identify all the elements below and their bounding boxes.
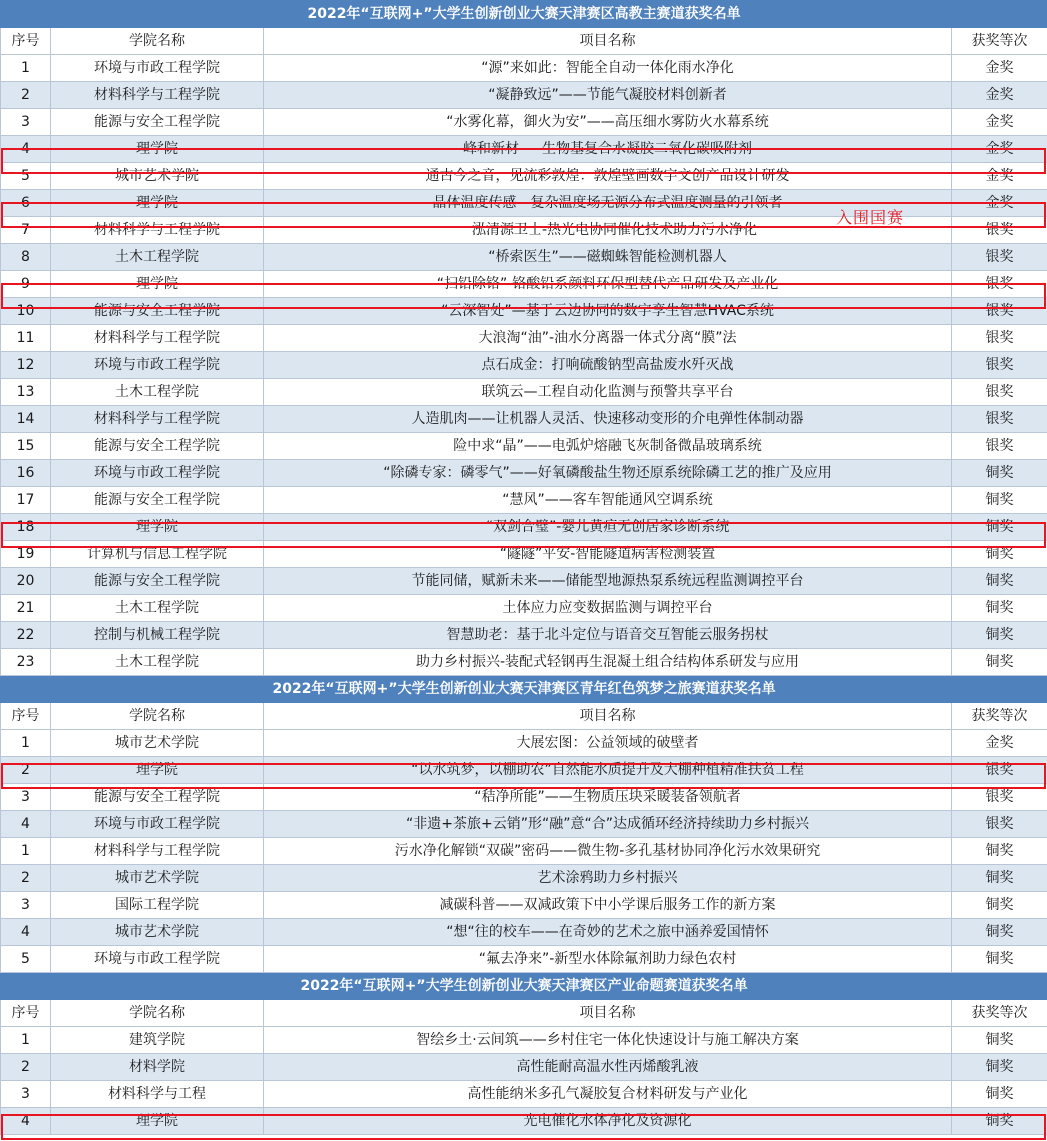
cell-project: “扫铅除铬”-铬酸铅系颜料环保型替代产品研发及产业化 <box>264 271 952 298</box>
table-row <box>1 244 1047 271</box>
cell-award: 银奖 <box>952 406 1047 433</box>
cell-project: 一泓清源卫士-热光电协同催化技术助力污水净化 <box>264 217 952 244</box>
cell-award: 铜奖 <box>952 541 1047 568</box>
cell-college: 环境与市政工程学院 <box>51 352 264 379</box>
cell-index: 19 <box>1 541 51 568</box>
table-row <box>1 406 1047 433</box>
section-title: 2022年“互联网+”大学生创新创业大赛天津赛区青年红色筑梦之旅赛道获奖名单 <box>1 676 1047 703</box>
cell-project: 大展宏图：公益领域的破壁者 <box>264 730 952 757</box>
header-index: 序号 <box>1 1000 51 1027</box>
header-row <box>1 703 1047 730</box>
cell-project: “水雾化幕，御火为安”——高压细水雾防火水幕系统 <box>264 109 952 136</box>
table-row <box>1 1108 1047 1135</box>
table-row <box>1 946 1047 973</box>
cell-index: 18 <box>1 514 51 541</box>
cell-project: 大浪淘“油”-油水分离器一体式分离“膜”法 <box>264 325 952 352</box>
cell-college: 城市艺术学院 <box>51 163 264 190</box>
header-award: 获奖等次 <box>952 703 1047 730</box>
award-table-body <box>1 1 1047 1135</box>
cell-project: 峰和新材 — 生物基复合水凝胶二氧化碳吸附剂 <box>264 136 952 163</box>
header-award: 获奖等次 <box>952 28 1047 55</box>
cell-award: 银奖 <box>952 217 1047 244</box>
cell-index: 4 <box>1 136 51 163</box>
cell-project: “双剑合璧”-婴儿黄疸无创居家诊断系统 <box>264 514 952 541</box>
cell-college: 城市艺术学院 <box>51 730 264 757</box>
cell-award: 铜奖 <box>952 568 1047 595</box>
cell-college: 材料科学与工程学院 <box>51 82 264 109</box>
cell-index: 9 <box>1 271 51 298</box>
table-row <box>1 271 1047 298</box>
cell-award: 铜奖 <box>952 1108 1047 1135</box>
cell-award: 金奖 <box>952 55 1047 82</box>
cell-award: 铜奖 <box>952 946 1047 973</box>
cell-project: 点石成金：打响硫酸钠型高盐废水歼灭战 <box>264 352 952 379</box>
cell-award: 铜奖 <box>952 595 1047 622</box>
cell-project: 人造肌肉——让机器人灵活、快速移动变形的介电弹性体制动器 <box>264 406 952 433</box>
cell-college: 理学院 <box>51 757 264 784</box>
cell-college: 土木工程学院 <box>51 649 264 676</box>
cell-index: 4 <box>1 919 51 946</box>
cell-index: 3 <box>1 784 51 811</box>
cell-index: 16 <box>1 460 51 487</box>
table-row <box>1 352 1047 379</box>
cell-college: 能源与安全工程学院 <box>51 568 264 595</box>
cell-college: 城市艺术学院 <box>51 865 264 892</box>
cell-college: 理学院 <box>51 190 264 217</box>
cell-index: 4 <box>1 1108 51 1135</box>
cell-index: 5 <box>1 946 51 973</box>
table-row <box>1 649 1047 676</box>
cell-award: 银奖 <box>952 784 1047 811</box>
cell-award: 银奖 <box>952 298 1047 325</box>
header-college: 学院名称 <box>51 703 264 730</box>
cell-index: 12 <box>1 352 51 379</box>
cell-project: “秸净所能”——生物质压块采暖装备领航者 <box>264 784 952 811</box>
header-college: 学院名称 <box>51 28 264 55</box>
table-row <box>1 757 1047 784</box>
cell-project: 智绘乡土·云间筑——乡村住宅一体化快速设计与施工解决方案 <box>264 1027 952 1054</box>
cell-project: 联筑云—工程自动化监测与预警共享平台 <box>264 379 952 406</box>
section-title-row <box>1 1 1047 28</box>
cell-project: “云深智处”—基于云边协同的数字孪生智慧HVAC系统 <box>264 298 952 325</box>
cell-project: 污水净化解锁“双碳”密码——微生物-多孔基材协同净化污水效果研究 <box>264 838 952 865</box>
cell-index: 2 <box>1 865 51 892</box>
header-row <box>1 28 1047 55</box>
table-row <box>1 730 1047 757</box>
cell-project: 智慧助老：基于北斗定位与语音交互智能云服务拐杖 <box>264 622 952 649</box>
cell-project: 晶体温度传感—复杂温度场无源分布式温度测量的引领者 <box>264 190 952 217</box>
cell-project: 土体应力应变数据监测与调控平台 <box>264 595 952 622</box>
section-title-row <box>1 676 1047 703</box>
cell-index: 3 <box>1 1081 51 1108</box>
cell-college: 土木工程学院 <box>51 595 264 622</box>
section-title-row <box>1 973 1047 1000</box>
cell-project: 光电催化水体净化及资源化 <box>264 1108 952 1135</box>
table-row <box>1 379 1047 406</box>
table-row <box>1 811 1047 838</box>
cell-award: 银奖 <box>952 811 1047 838</box>
table-row <box>1 1054 1047 1081</box>
cell-award: 银奖 <box>952 379 1047 406</box>
cell-project: 艺术涂鸦助力乡村振兴 <box>264 865 952 892</box>
table-row <box>1 460 1047 487</box>
cell-project: “除磷专家：磷零气”——好氧磷酸盐生物还原系统除磷工艺的推广及应用 <box>264 460 952 487</box>
cell-index: 3 <box>1 109 51 136</box>
table-row <box>1 919 1047 946</box>
cell-college: 材料科学与工程 <box>51 1081 264 1108</box>
table-row <box>1 595 1047 622</box>
cell-index: 23 <box>1 649 51 676</box>
cell-college: 国际工程学院 <box>51 892 264 919</box>
header-project: 项目名称 <box>264 1000 952 1027</box>
header-project: 项目名称 <box>264 703 952 730</box>
cell-project: 节能同储，赋新未来——储能型地源热泵系统远程监测调控平台 <box>264 568 952 595</box>
table-row <box>1 784 1047 811</box>
cell-project: 减碳科普——双减政策下中小学课后服务工作的新方案 <box>264 892 952 919</box>
table-row <box>1 541 1047 568</box>
cell-project: “隧隧”平安-智能隧道病害检测装置 <box>264 541 952 568</box>
table-row <box>1 487 1047 514</box>
table-row <box>1 1081 1047 1108</box>
cell-project: “桥索医生”——磁蜘蛛智能检测机器人 <box>264 244 952 271</box>
cell-college: 理学院 <box>51 271 264 298</box>
cell-project: 高性能纳米多孔气凝胶复合材料研发与产业化 <box>264 1081 952 1108</box>
cell-college: 环境与市政工程学院 <box>51 946 264 973</box>
cell-index: 8 <box>1 244 51 271</box>
table-row <box>1 865 1047 892</box>
cell-award: 铜奖 <box>952 919 1047 946</box>
cell-index: 2 <box>1 1054 51 1081</box>
table-row <box>1 622 1047 649</box>
cell-college: 理学院 <box>51 514 264 541</box>
cell-index: 3 <box>1 892 51 919</box>
cell-index: 1 <box>1 1027 51 1054</box>
cell-project: “想“往的校车——在奇妙的艺术之旅中涵养爱国情怀 <box>264 919 952 946</box>
cell-index: 17 <box>1 487 51 514</box>
cell-college: 理学院 <box>51 136 264 163</box>
cell-award: 金奖 <box>952 82 1047 109</box>
cell-college: 能源与安全工程学院 <box>51 109 264 136</box>
table-row <box>1 82 1047 109</box>
header-index: 序号 <box>1 28 51 55</box>
cell-index: 1 <box>1 838 51 865</box>
cell-index: 22 <box>1 622 51 649</box>
cell-award: 银奖 <box>952 325 1047 352</box>
cell-college: 环境与市政工程学院 <box>51 811 264 838</box>
table-row <box>1 109 1047 136</box>
cell-award: 银奖 <box>952 352 1047 379</box>
cell-project: 高性能耐高温水性丙烯酸乳液 <box>264 1054 952 1081</box>
cell-college: 能源与安全工程学院 <box>51 298 264 325</box>
section-title: 2022年“互联网+”大学生创新创业大赛天津赛区产业命题赛道获奖名单 <box>1 973 1047 1000</box>
cell-index: 1 <box>1 730 51 757</box>
cell-index: 5 <box>1 163 51 190</box>
cell-college: 理学院 <box>51 1108 264 1135</box>
cell-award: 铜奖 <box>952 838 1047 865</box>
cell-college: 材料科学与工程学院 <box>51 838 264 865</box>
cell-award: 银奖 <box>952 271 1047 298</box>
header-index: 序号 <box>1 703 51 730</box>
cell-index: 20 <box>1 568 51 595</box>
cell-award: 铜奖 <box>952 1081 1047 1108</box>
cell-project: “慧风”——客车智能通风空调系统 <box>264 487 952 514</box>
cell-index: 13 <box>1 379 51 406</box>
cell-award: 银奖 <box>952 244 1047 271</box>
table-row <box>1 433 1047 460</box>
table-row <box>1 55 1047 82</box>
cell-college: 控制与机械工程学院 <box>51 622 264 649</box>
cell-index: 4 <box>1 811 51 838</box>
header-project: 项目名称 <box>264 28 952 55</box>
cell-award: 铜奖 <box>952 649 1047 676</box>
table-row <box>1 514 1047 541</box>
cell-college: 土木工程学院 <box>51 244 264 271</box>
cell-award: 铜奖 <box>952 865 1047 892</box>
cell-college: 材料科学与工程学院 <box>51 325 264 352</box>
table-row <box>1 1027 1047 1054</box>
cell-award: 铜奖 <box>952 1054 1047 1081</box>
cell-index: 6 <box>1 190 51 217</box>
cell-award: 铜奖 <box>952 460 1047 487</box>
cell-college: 计算机与信息工程学院 <box>51 541 264 568</box>
cell-college: 土木工程学院 <box>51 379 264 406</box>
cell-project: “以水筑梦，以棚助农”自然能水质提升及大棚种植精准扶贫工程 <box>264 757 952 784</box>
table-row <box>1 325 1047 352</box>
header-row <box>1 1000 1047 1027</box>
table-row <box>1 298 1047 325</box>
cell-award: 铜奖 <box>952 892 1047 919</box>
cell-index: 2 <box>1 757 51 784</box>
cell-award: 金奖 <box>952 163 1047 190</box>
cell-index: 1 <box>1 55 51 82</box>
table-row <box>1 838 1047 865</box>
cell-award: 金奖 <box>952 109 1047 136</box>
header-award: 获奖等次 <box>952 1000 1047 1027</box>
table-row <box>1 568 1047 595</box>
cell-college: 建筑学院 <box>51 1027 264 1054</box>
cell-college: 材料科学与工程学院 <box>51 217 264 244</box>
cell-award: 铜奖 <box>952 487 1047 514</box>
cell-award: 银奖 <box>952 433 1047 460</box>
table-row <box>1 163 1047 190</box>
cell-project: “非遗+茶旅+云销”形“融”意“合”达成循环经济持续助力乡村振兴 <box>264 811 952 838</box>
cell-index: 15 <box>1 433 51 460</box>
national-finals-note: 入围国赛 <box>836 208 905 227</box>
cell-college: 材料科学与工程学院 <box>51 406 264 433</box>
cell-award: 金奖 <box>952 730 1047 757</box>
cell-index: 21 <box>1 595 51 622</box>
cell-award: 铜奖 <box>952 1027 1047 1054</box>
cell-college: 环境与市政工程学院 <box>51 460 264 487</box>
cell-index: 7 <box>1 217 51 244</box>
cell-award: 银奖 <box>952 757 1047 784</box>
cell-award: 金奖 <box>952 190 1047 217</box>
header-college: 学院名称 <box>51 1000 264 1027</box>
cell-college: 材料学院 <box>51 1054 264 1081</box>
cell-college: 环境与市政工程学院 <box>51 55 264 82</box>
cell-college: 能源与安全工程学院 <box>51 784 264 811</box>
cell-project: “源”来如此：智能全自动一体化雨水净化 <box>264 55 952 82</box>
cell-college: 能源与安全工程学院 <box>51 487 264 514</box>
cell-project: “凝静致远”——节能气凝胶材料创新者 <box>264 82 952 109</box>
cell-index: 10 <box>1 298 51 325</box>
cell-award: 铜奖 <box>952 514 1047 541</box>
cell-college: 能源与安全工程学院 <box>51 433 264 460</box>
cell-index: 2 <box>1 82 51 109</box>
cell-project: 助力乡村振兴-装配式轻钢再生混凝土组合结构体系研发与应用 <box>264 649 952 676</box>
cell-index: 14 <box>1 406 51 433</box>
cell-index: 11 <box>1 325 51 352</box>
table-row <box>1 892 1047 919</box>
cell-award: 金奖 <box>952 136 1047 163</box>
cell-project: 通古今之音，见流彩敦煌：敦煌壁画数字文创产品设计研发 <box>264 163 952 190</box>
cell-project: “氟去净来”-新型水体除氟剂助力绿色农村 <box>264 946 952 973</box>
cell-college: 城市艺术学院 <box>51 919 264 946</box>
table-row <box>1 136 1047 163</box>
cell-project: 险中求“晶”——电弧炉熔融飞灰制备微晶玻璃系统 <box>264 433 952 460</box>
section-title: 2022年“互联网+”大学生创新创业大赛天津赛区高教主赛道获奖名单 <box>1 1 1047 28</box>
cell-award: 铜奖 <box>952 622 1047 649</box>
